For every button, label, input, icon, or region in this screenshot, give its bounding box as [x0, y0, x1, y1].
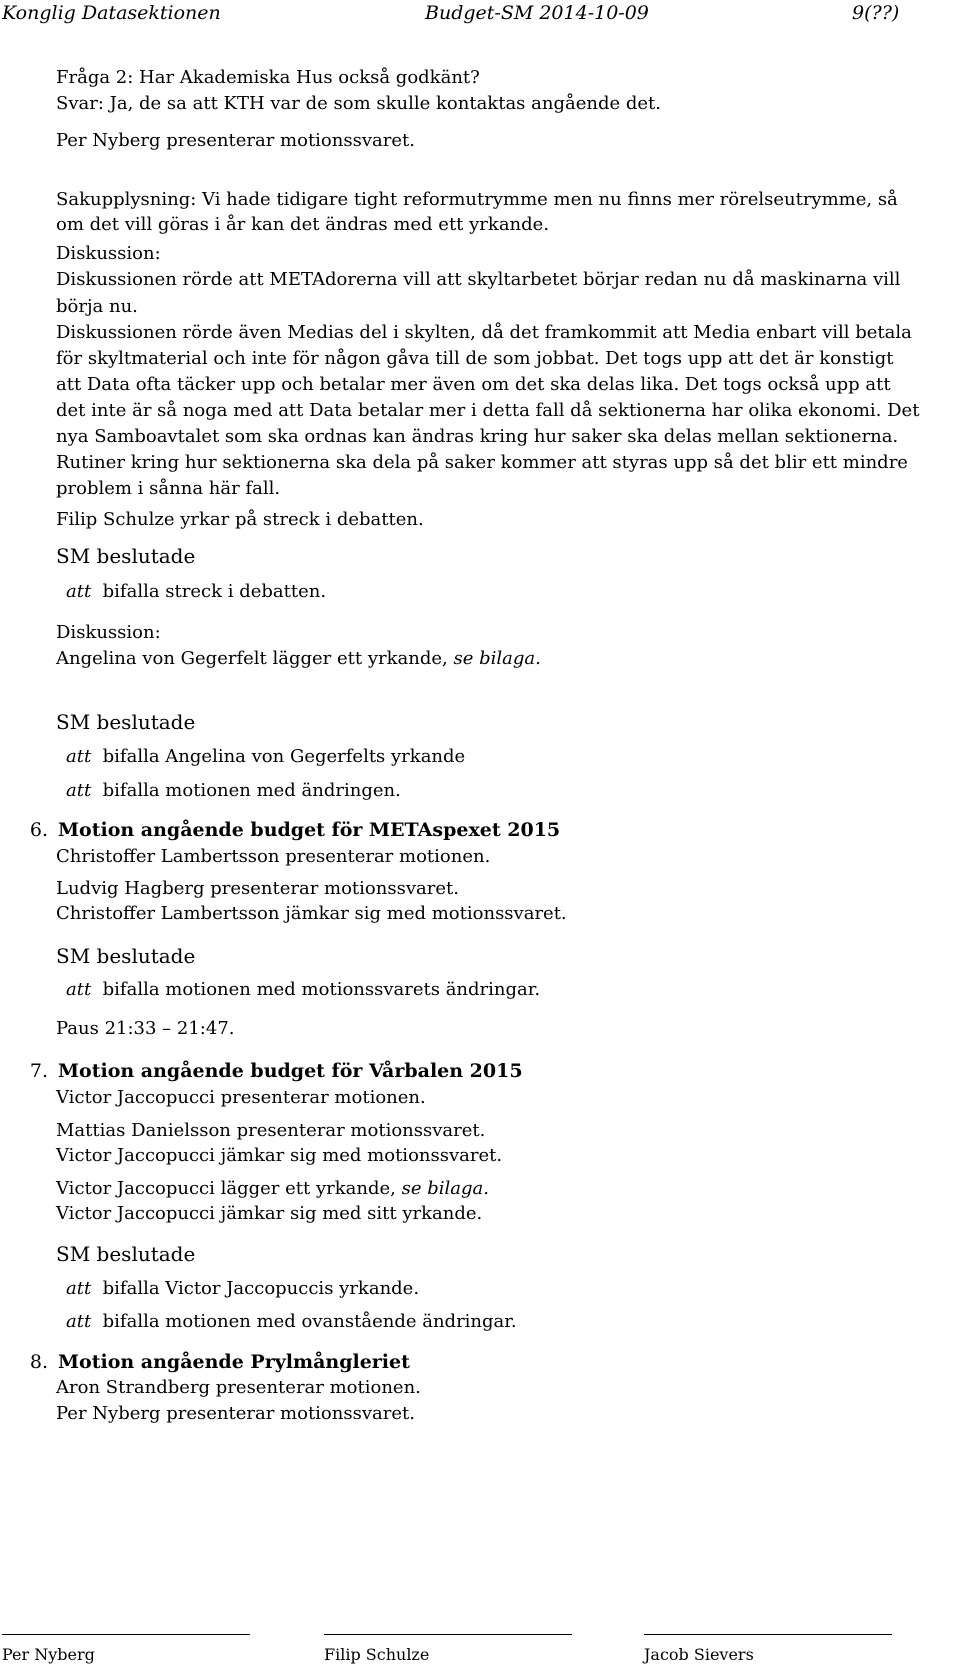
discussion-label: Diskussion: [56, 622, 161, 643]
decision-line [66, 780, 401, 802]
text-line: Christoffer Lambertsson presenterar motionen. [56, 846, 491, 867]
text-line: Ludvig Hagberg presenterar motionssvaret. [56, 878, 459, 899]
decision-line [66, 1278, 419, 1300]
decision-heading: SM beslutade [56, 944, 196, 968]
text-line: Rutiner kring hur sektionerna ska dela på saker kommer att styras upp så det blir ett mindre [56, 452, 908, 473]
agenda-title: Motion angående budget för METAspexet 2015 [58, 819, 561, 841]
att-word: att [66, 1311, 92, 1332]
text-line: att Data ofta täcker upp och betalar mer även om det ska delas lika. Det togs också upp att [56, 374, 891, 395]
signature-line [644, 1634, 892, 1635]
attachment-reference: se bilaga. [453, 648, 541, 669]
text-line: Mattias Danielsson presenterar motionssvaret. [56, 1120, 486, 1141]
decision-line [66, 581, 326, 603]
text-line: Diskussionen rörde även Medias del i skylten, då det framkommit att Media enbart vill betala [56, 322, 912, 343]
decision-text: bifalla motionen med ovanstående ändringar. [102, 1311, 517, 1332]
text-line: Diskussionen rörde att METAdorerna vill att skyltarbetet börjar redan nu då maskinarna vill [56, 269, 901, 290]
question-line: Fråga 2: Har Akademiska Hus också godkänt? [56, 67, 480, 88]
decision-text: bifalla Victor Jaccopuccis yrkande. [102, 1278, 420, 1299]
agenda-title: Motion angående Prylmångleriet [58, 1351, 410, 1373]
att-word: att [66, 581, 92, 602]
text-line: Per Nyberg presenterar motionssvaret. [56, 1403, 415, 1424]
decision-heading: SM beslutade [56, 544, 196, 568]
text-line: Aron Strandberg presenterar motionen. [56, 1377, 421, 1398]
text-line: Victor Jaccopucci jämkar sig med motionssvaret. [56, 1145, 503, 1166]
text-line: Victor Jaccopucci presenterar motionen. [56, 1087, 426, 1108]
text-line: nya Samboavtalet som ska ordnas kan ändras kring hur saker ska delas mellan sektionerna. [56, 426, 899, 447]
proposal-text: Angelina von Gegerfelt lägger ett yrkande, [56, 648, 454, 669]
text-line [56, 1178, 489, 1200]
text-line: Filip Schulze yrkar på streck i debatten. [56, 509, 424, 530]
text-line: Per Nyberg presenterar motionssvaret. [56, 130, 415, 151]
attachment-reference: se bilaga. [401, 1178, 489, 1199]
signature-line [324, 1634, 572, 1635]
text-line: Christoffer Lambertsson jämkar sig med motionssvaret. [56, 903, 567, 924]
text-line [56, 648, 541, 670]
agenda-number: 8. [29, 1351, 48, 1373]
decision-heading: SM beslutade [56, 1242, 196, 1266]
decision-line [66, 979, 540, 1001]
decision-text: bifalla streck i debatten. [102, 581, 327, 602]
decision-text: bifalla motionen med ändringen. [102, 780, 401, 801]
pause-line: Paus 21:33 – 21:47. [56, 1018, 235, 1039]
header-organization: Konglig Datasektionen [2, 2, 221, 24]
agenda-number: 6. [29, 819, 48, 841]
att-word: att [66, 746, 92, 767]
att-word: att [66, 1278, 92, 1299]
answer-line: Svar: Ja, de sa att KTH var de som skulle kontaktas angående det. [56, 93, 661, 114]
decision-text: bifalla motionen med motionssvarets ändringar. [102, 979, 541, 1000]
text-line: problem i sånna här fall. [56, 478, 281, 499]
proposal-text: Victor Jaccopucci lägger ett yrkande, [56, 1178, 402, 1199]
decision-line [66, 746, 465, 768]
signature-name: Filip Schulze [324, 1645, 430, 1664]
decision-line [66, 1311, 517, 1333]
signature-line [2, 1634, 250, 1635]
att-word: att [66, 780, 92, 801]
att-word: att [66, 979, 92, 1000]
header-page-number: 9(??) [852, 2, 900, 24]
agenda-title: Motion angående budget för Vårbalen 2015 [58, 1060, 523, 1082]
text-line: Sakupplysning: Vi hade tidigare tight reformutrymme men nu finns mer rörelseutrymme, så [56, 189, 898, 210]
discussion-label: Diskussion: [56, 243, 161, 264]
signature-name: Jacob Sievers [644, 1645, 754, 1664]
text-line: börja nu. [56, 296, 138, 317]
signature-name: Per Nyberg [2, 1645, 95, 1664]
agenda-number: 7. [29, 1060, 48, 1082]
text-line: Victor Jaccopucci jämkar sig med sitt yrkande. [56, 1203, 483, 1224]
header-meeting: Budget-SM 2014-10-09 [425, 2, 649, 24]
text-line: om det vill göras i år kan det ändras med ett yrkande. [56, 214, 550, 235]
decision-text: bifalla Angelina von Gegerfelts yrkande [102, 746, 466, 767]
text-line: för skyltmaterial och inte för någon gåva till de som jobbat. Det togs upp att det är konstigt [56, 348, 894, 369]
text-line: det inte är så noga med att Data betalar mer i detta fall då sektionerna har olika ekonomi. Det [56, 400, 920, 421]
decision-heading: SM beslutade [56, 710, 196, 734]
